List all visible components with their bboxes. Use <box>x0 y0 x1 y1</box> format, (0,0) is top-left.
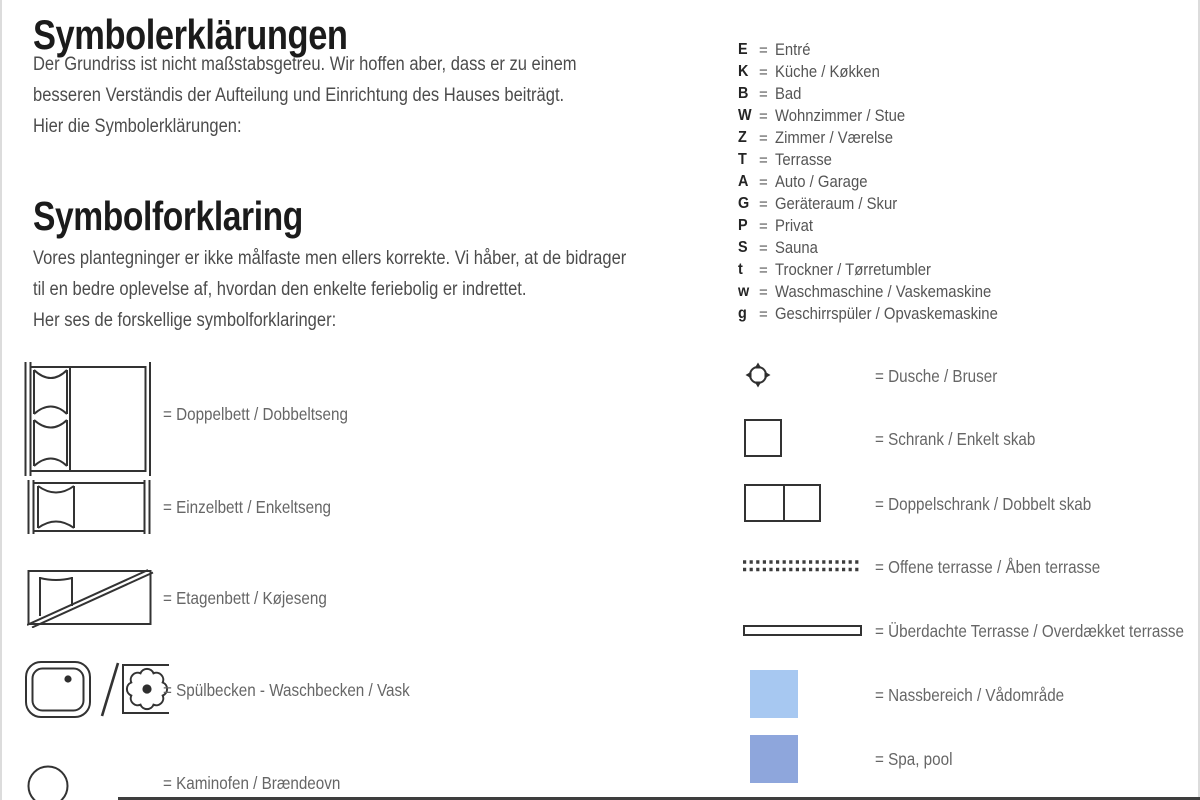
code-row <box>738 237 1023 259</box>
sink-washbasin-label: = Spülbecken - Waschbecken / Vask <box>163 680 410 700</box>
code-label: Auto / Garage <box>775 172 868 191</box>
code-label: Waschmaschine / Vaskemaskine <box>775 282 992 301</box>
equals-sign: = <box>759 41 768 59</box>
single-bed-label: = Einzelbett / Enkeltseng <box>163 497 332 517</box>
equals-sign: = <box>759 239 768 257</box>
code-row <box>738 171 1023 193</box>
wood-stove-icon <box>27 763 71 800</box>
code-letter: G <box>738 195 750 212</box>
equals-sign: = <box>759 283 768 301</box>
code-row <box>738 61 1023 83</box>
bunk-bed-icon <box>27 568 154 628</box>
equals-sign: = <box>759 129 768 147</box>
covered-terrace-label: = Überdachte Terrasse / Overdækket terrasse <box>875 621 1185 641</box>
shower-label: = Dusche / Bruser <box>875 366 998 386</box>
code-label: Küche / Køkken <box>775 62 880 81</box>
code-letter: g <box>738 305 747 322</box>
danish-intro-line-2: til en bedre oplevelse af, hvordan den enkelte feriebolig er indrettet. <box>33 279 527 300</box>
wardrobe-divider <box>746 486 785 520</box>
equals-sign: = <box>759 85 768 103</box>
equals-sign: = <box>759 63 768 81</box>
code-letter: Z <box>738 129 747 146</box>
danish-heading: Symbolforklaring <box>33 193 303 240</box>
equals-sign: = <box>759 195 768 213</box>
danish-intro-line-3: Her ses de forskellige symbolforklaringer: <box>33 310 337 331</box>
shower-icon <box>745 362 771 388</box>
spa-pool-swatch <box>750 735 798 783</box>
code-letter: S <box>738 239 748 256</box>
code-label: Terrasse <box>775 150 832 169</box>
code-row <box>738 281 1023 303</box>
wet-area-label: = Nassbereich / Vådområde <box>875 685 1065 705</box>
code-letter: W <box>738 107 752 124</box>
german-intro-line-2: besseren Verständis der Aufteilung und Einrichtung des Hauses beiträgt. <box>33 85 565 106</box>
equals-sign: = <box>759 173 768 191</box>
danish-intro-line-1: Vores plantegninger er ikke målfaste men ellers korrekte. Vi håber, at de bidrager <box>33 248 627 269</box>
equals-sign: = <box>759 261 768 279</box>
code-label: Trockner / Tørretumbler <box>775 260 931 279</box>
code-label: Geräteraum / Skur <box>775 194 898 213</box>
code-label: Wohnzimmer / Stue <box>775 106 906 125</box>
equals-sign: = <box>759 305 768 323</box>
code-row <box>738 215 1023 237</box>
code-row <box>738 105 1023 127</box>
code-letter: w <box>738 283 750 300</box>
code-letter: E <box>738 41 748 58</box>
german-heading: Symbolerklärungen <box>33 11 348 59</box>
bunk-bed-label: = Etagenbett / Køjeseng <box>163 588 327 608</box>
german-intro-line-3: Hier die Symbolerklärungen: <box>33 116 242 137</box>
code-letter: K <box>738 63 749 80</box>
room-codes-list <box>738 39 1023 325</box>
covered-terrace-icon <box>743 625 862 636</box>
double-bed-icon <box>24 362 152 476</box>
equals-sign: = <box>759 107 768 125</box>
wood-stove-label: = Kaminofen / Brændeovn <box>163 773 341 793</box>
open-terrace-icon <box>743 559 861 573</box>
code-label: Entré <box>775 40 811 59</box>
code-label: Privat <box>775 216 813 235</box>
code-letter: T <box>738 151 747 168</box>
equals-sign: = <box>759 151 768 169</box>
equals-sign: = <box>759 217 768 235</box>
code-row <box>738 259 1023 281</box>
single-wardrobe-label: = Schrank / Enkelt skab <box>875 429 1036 449</box>
code-letter: B <box>738 85 749 102</box>
german-intro <box>33 49 577 142</box>
code-label: Zimmer / Værelse <box>775 128 893 147</box>
spa-pool-label: = Spa, pool <box>875 749 953 769</box>
danish-intro <box>33 243 626 336</box>
page-left-edge <box>0 0 2 800</box>
single-wardrobe-icon <box>744 419 782 457</box>
code-row <box>738 83 1023 105</box>
code-label: Sauna <box>775 238 818 257</box>
german-intro-line-1: Der Grundriss ist nicht maßstabsgetreu. Wir hoffen aber, dass er zu einem <box>33 54 577 75</box>
code-label: Bad <box>775 84 802 103</box>
single-bed-icon <box>27 480 151 534</box>
sink-washbasin-icon <box>24 660 169 720</box>
code-letter: t <box>738 261 743 278</box>
code-row <box>738 303 1023 325</box>
code-letter: P <box>738 217 748 234</box>
code-letter: A <box>738 173 749 190</box>
code-row <box>738 127 1023 149</box>
code-row <box>738 149 1023 171</box>
code-row <box>738 39 1023 61</box>
double-wardrobe-icon <box>744 484 821 522</box>
code-label: Geschirrspüler / Opvaskemaskine <box>775 304 998 323</box>
double-wardrobe-label: = Doppelschrank / Dobbelt skab <box>875 494 1092 514</box>
wet-area-swatch <box>750 670 798 718</box>
open-terrace-label: = Offene terrasse / Åben terrasse <box>875 557 1101 577</box>
code-row <box>738 193 1023 215</box>
double-bed-label: = Doppelbett / Dobbeltseng <box>163 404 348 424</box>
